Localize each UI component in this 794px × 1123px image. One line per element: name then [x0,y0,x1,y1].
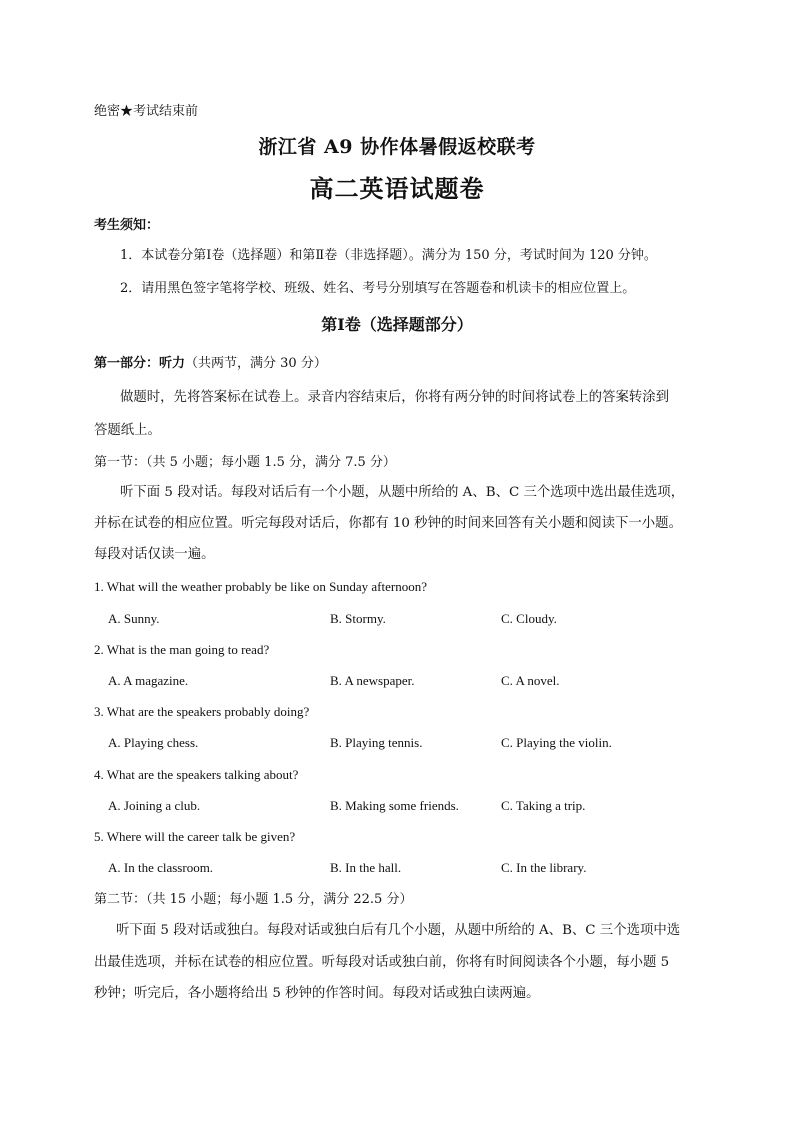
option-b: B. A newspaper. [330,673,415,688]
confidential-label: 绝密★考试结束前 [94,104,199,119]
option-a: A. Playing chess. [108,735,199,750]
option-c: C. Playing the violin. [501,735,612,750]
paper-title: 高二英语试题卷 [309,174,485,203]
section2-instruction-line: 秒钟；听完后，各小题将给出 5 秒钟的作答时间。每段对话或独白读两遍。 [94,986,540,1001]
question-stem: 4. What are the speakers talking about? [94,767,299,782]
notice-heading: 考生须知： [94,218,160,233]
section1-instruction-line: 并标在试卷的相应位置。听完每段对话后，你都有 10 秒钟的时间来回答有关小题和阅读下一小题。 [94,516,682,531]
option-b: B. In the hall. [330,860,402,875]
option-a: A. Joining a club. [108,798,201,813]
section1-instruction-line: 听下面 5 段对话。每段对话后有一个小题，从题中所给的 A、B、C 三个选项中选出最佳选项， [120,485,685,500]
option-a: A. A magazine. [108,673,189,688]
option-c: C. A novel. [501,673,560,688]
exam-title: 浙江省 A9 协作体暑假返校联考 [258,136,536,158]
part1-heading [94,356,327,372]
option-a: A. In the classroom. [108,860,214,875]
section1-heading: 第一节：（共 5 小题；每小题 1.5 分，满分 7.5 分） [94,455,396,470]
part1-instruction-line: 答题纸上。 [94,423,161,438]
section1-instruction-line: 每段对话仅读一遍。 [94,547,215,562]
volume-title: 第Ⅰ卷（选择题部分） [321,315,473,334]
notice-item-2: 2．请用黑色签字笔将学校、班级、姓名、考号分别填写在答题卷和机读卡的相应位置上。 [120,281,636,296]
question-stem: 2. What is the man going to read? [94,642,270,657]
option-c: C. Cloudy. [501,611,557,626]
part1-label: 第一部分：听力 [94,356,186,371]
question-stem: 3. What are the speakers probably doing? [94,704,310,719]
option-c: C. In the library. [501,860,587,875]
option-b: B. Making some friends. [330,798,459,813]
notice-item-1: 1．本试卷分第Ⅰ卷（选择题）和第Ⅱ卷（非选择题）。满分为 150 分，考试时间为 120 分钟。 [120,248,657,263]
option-b: B. Playing tennis. [330,735,423,750]
option-b: B. Stormy. [330,611,386,626]
part1-instruction-line: 做题时，先将答案标在试卷上。录音内容结束后，你将有两分钟的时间将试卷上的答案转涂到 [120,390,670,405]
option-c: C. Taking a trip. [501,798,586,813]
question-stem: 1. What will the weather probably be like on Sunday afternoon? [94,579,427,594]
option-a: A. Sunny. [108,611,160,626]
section2-instruction-line: 听下面 5 段对话或独白。每段对话或独白后有几个小题，从题中所给的 A、B、C 三个选项中选 [116,923,681,938]
section2-heading: 第二节：（共 15 小题；每小题 1.5 分，满分 22.5 分） [94,892,413,907]
question-stem: 5. Where will the career talk be given? [94,829,296,844]
part1-detail: （共两节，满分 30 分） [185,356,327,371]
section2-instruction-line: 出最佳选项，并标在试卷的相应位置。听每段对话或独白前，你将有时间阅读各个小题，每小题 5 [94,955,670,970]
